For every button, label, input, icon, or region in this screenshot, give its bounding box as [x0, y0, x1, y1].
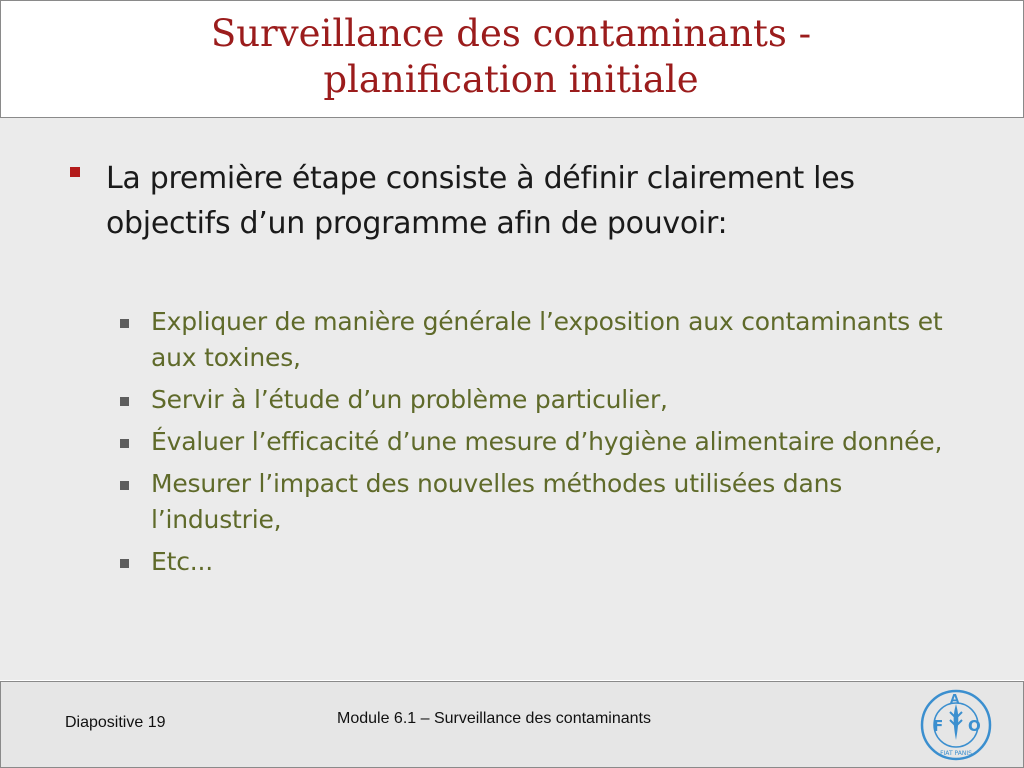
sub-bullet-item — [120, 544, 970, 580]
square-bullet-icon — [120, 559, 129, 568]
svg-text:O: O — [968, 717, 981, 735]
square-bullet-icon — [120, 319, 129, 328]
sub-bullet-text: Mesurer l’impact des nouvelles méthodes utilisées dans l’industrie, — [151, 469, 843, 534]
sub-bullet-item — [120, 304, 970, 376]
slide-content — [0, 118, 1024, 680]
sub-bullet-text: Évaluer l’efficacité d’une mesure d’hygiène alimentaire donnée, — [151, 427, 943, 456]
title-band — [0, 0, 1024, 118]
slide-number: Diapositive 19 — [65, 714, 166, 731]
slide-title-line-2: planification initiale — [323, 58, 699, 101]
slide-title-line-1: Surveillance des contaminants - — [210, 12, 812, 55]
slide-footer — [0, 681, 1024, 768]
square-bullet-icon — [70, 167, 80, 177]
svg-text:F: F — [933, 717, 944, 735]
slide-title — [151, 11, 871, 103]
main-bullet-text: La première étape consiste à définir clairement les objectifs d’un programme afin de pouvoir: — [106, 161, 855, 241]
sub-bullet-item — [120, 382, 970, 418]
sub-bullet-text: Servir à l’étude d’un problème particulier, — [151, 385, 668, 414]
sub-bullet-list — [120, 304, 970, 586]
square-bullet-icon — [120, 481, 129, 490]
square-bullet-icon — [120, 397, 129, 406]
sub-bullet-text: Expliquer de manière générale l’exposition aux contaminants et aux toxines, — [151, 307, 943, 372]
square-bullet-icon — [120, 439, 129, 448]
svg-text:A: A — [950, 692, 960, 706]
fao-logo-icon — [919, 688, 993, 762]
sub-bullet-text: Etc... — [151, 547, 213, 576]
sub-bullet-item — [120, 466, 970, 538]
sub-bullet-item — [120, 424, 970, 460]
main-bullet-point — [70, 156, 950, 246]
svg-text:FIAT PANIS: FIAT PANIS — [940, 750, 972, 757]
module-label: Module 6.1 – Surveillance des contaminants — [337, 710, 651, 727]
